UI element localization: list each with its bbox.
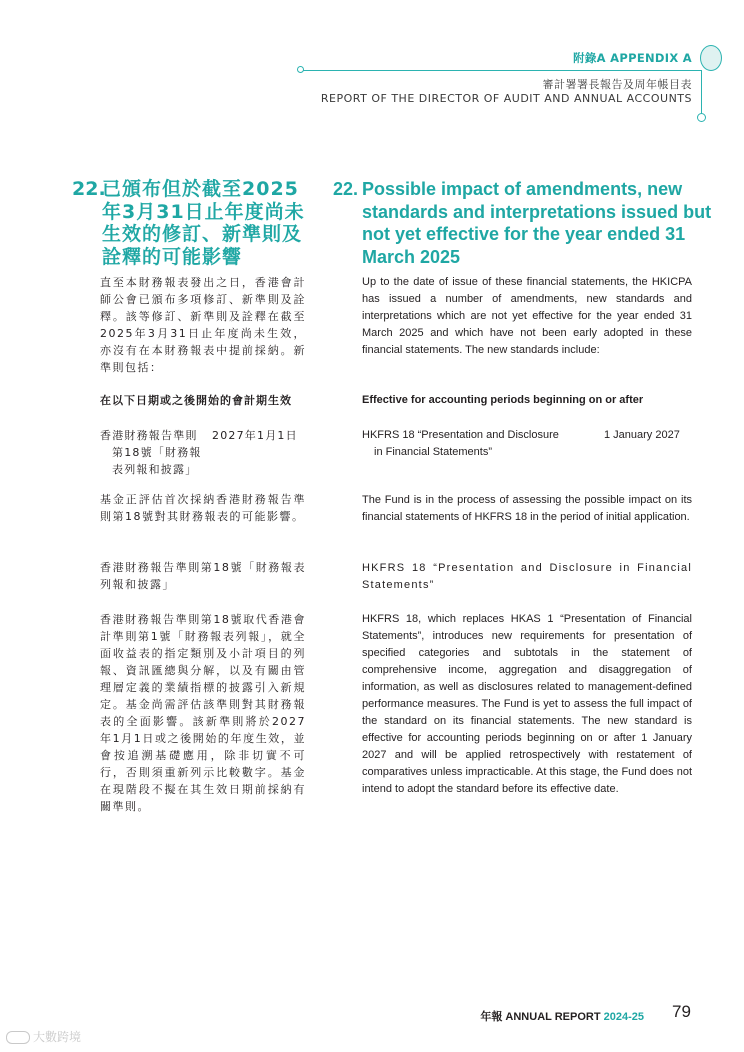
intro-paragraph-en: Up to the date of issue of these financial statements, the HKICPA has issued a number of amendments, new standards and interpretations which are not yet effective for the year ended 31 March 2025 and which have not been early adopted in these financial statements. The new standards include:: [362, 276, 692, 356]
header-vertical-dot: [697, 113, 706, 122]
assessment-paragraph-en: The Fund is in the process of assessing the possible impact on its financial statements of HKFRS 18 in the period of initial application.: [362, 494, 692, 523]
assessment-paragraph-zh: 基金正評估首次採納香港財務報告準則第18號對其財務報表的可能影響。: [100, 493, 306, 523]
section-title-en: [333, 178, 713, 268]
header-rule-dot: [297, 66, 304, 73]
section-heading-zh: 已頒布但於截至2025年3月31日止年度尚未生效的修訂、新準則及詮釋的可能影響: [102, 178, 305, 268]
intro-paragraph-zh: 直至本財務報表發出之日，香港會計師公會已頒布多項修訂、新準則及詮釋。該等修訂、新準則及詮釋在截至2025年3月31日止年度尚未生效，亦沒有在本財務報表中提前採納。新準則包括：: [100, 276, 306, 374]
footer-label: [480, 1008, 644, 1024]
section-number-zh: 22.: [72, 178, 106, 200]
header-ornament-circle: [700, 45, 722, 71]
standard-name-en-line2: in Financial Statements”: [374, 446, 492, 458]
hkfrs18-heading-en: HKFRS 18 “Presentation and Disclosure in Financial Statements”: [362, 562, 692, 591]
report-title-en: REPORT OF THE DIRECTOR OF AUDIT AND ANNUAL ACCOUNTS: [320, 92, 692, 105]
section-title-zh: [72, 178, 312, 268]
header-vertical-rule: [701, 70, 702, 116]
standard-date-en: 1 January 2027: [604, 429, 680, 441]
hkfrs18-body-en: HKFRS 18, which replaces HKAS 1 “Presentation of Financial Statements”, introduces new requirements for presentation of specified categories and subtotals in the statement of comprehensive income, aggregation and disaggregation of information, as well as disclosures related to management-defined performance measures. The Fund is yet to assess the full impact of the standard on its financial statements. The new standard is effective for accounting periods beginning on or after 1 January 2027 and will be applied retrospectively with restatement of comparatives unless impracticable. At this stage, the Fund does not intend to adopt the standard before its effective date.: [362, 613, 692, 795]
watermark: [6, 1028, 81, 1045]
section-number-en: 22.: [333, 179, 359, 199]
footer-year: 2024-25: [603, 1011, 644, 1023]
standard-name-zh-line3: 表列報和披露」: [112, 463, 198, 476]
effective-heading-zh: 在以下日期或之後開始的會計期生效: [100, 394, 292, 407]
watermark-logo-icon: [6, 1031, 30, 1044]
standard-name-zh-line1: 香港財務報告準則: [100, 429, 198, 442]
hkfrs18-body-zh: 香港財務報告準則第18號取代香港會計準則第1號「財務報表列報」，就全面收益表的指定類別及小計項目的列報、資訊匯總與分解，以及有關由管理層定義的業績指標的披露引入新規定。基金尚需評估該準則對其財務報表的全面影響。該新準則將於2027年1月1日或之後開始的年度生效，並會按追溯基礎應用，除非切實不可行，否則須重新列示比較數字。基金在現階段不擬在其生效日期前採納有關準則。: [100, 613, 306, 813]
standard-date-zh: 2027年1月1日: [212, 429, 298, 442]
standard-name-en-line1: HKFRS 18 “Presentation and Disclosure: [362, 429, 559, 441]
section-heading-en: Possible impact of amendments, new standards and interpretations issued but not yet effective for the year ended 31 March 2025: [362, 179, 712, 267]
page-number: 79: [672, 1002, 691, 1021]
footer-report-label: 年報 ANNUAL REPORT: [480, 1011, 601, 1023]
report-title-zh: 審計署署長報告及周年帳目表: [542, 78, 692, 91]
standard-name-zh-line2: 第18號「財務報: [112, 446, 202, 459]
header-rule: [302, 70, 702, 71]
appendix-label: 附錄A APPENDIX A: [573, 51, 692, 65]
watermark-text: 大數跨境: [33, 1030, 82, 1044]
effective-heading-en: Effective for accounting periods beginning on or after: [362, 394, 644, 406]
hkfrs18-heading-zh: 香港財務報告準則第18號「財務報表列報和披露」: [100, 561, 306, 591]
